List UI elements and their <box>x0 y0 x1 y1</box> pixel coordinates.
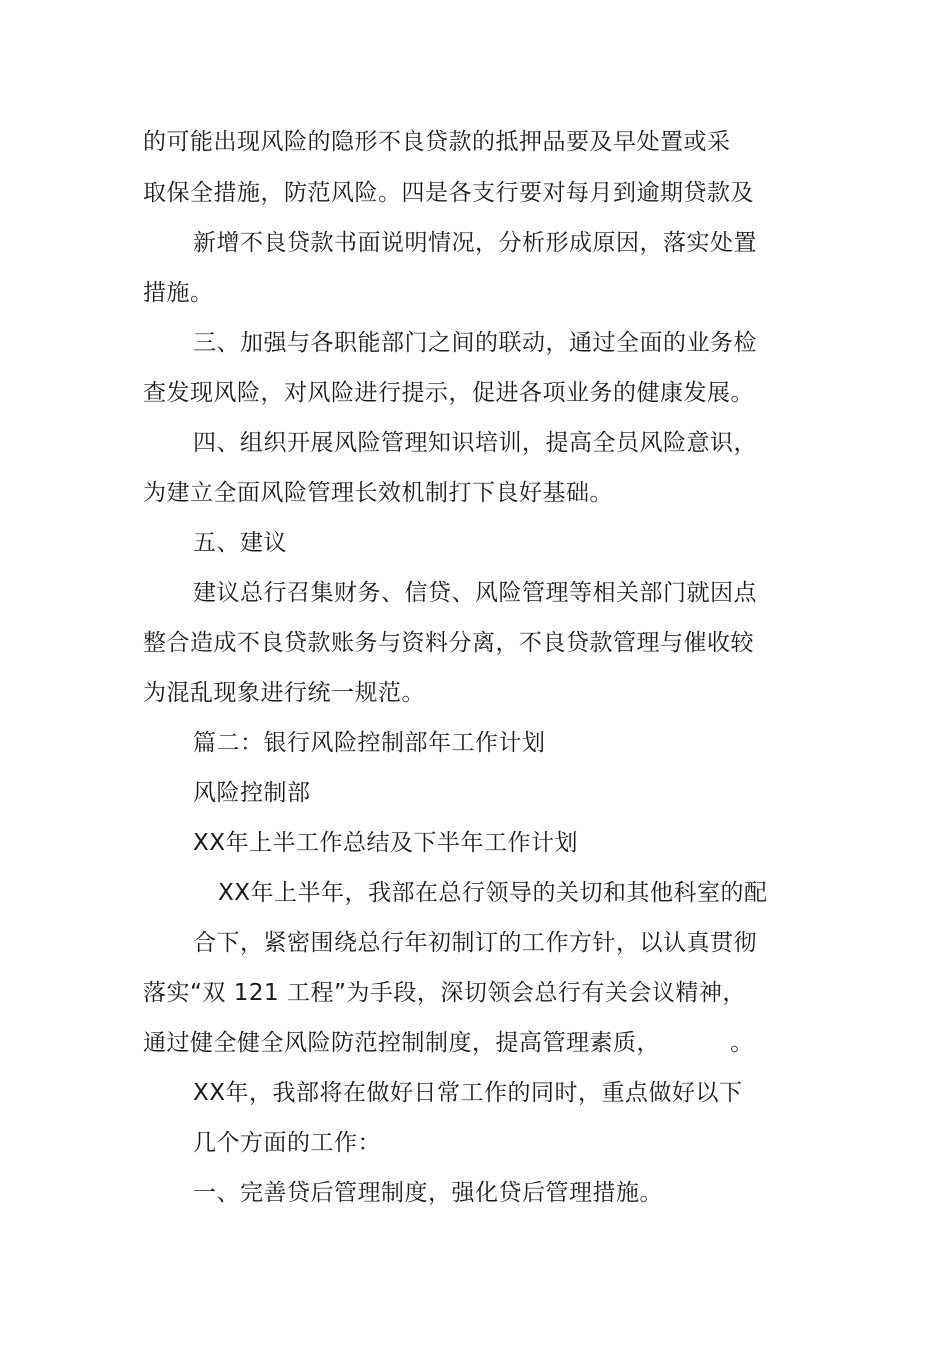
section-heading: 一、完善贷后管理制度，强化贷后管理措施。 <box>193 1180 663 1206</box>
text-line: 取保全措施，防范风险。四是各支行要对每月到逾期贷款及 <box>143 180 754 206</box>
text-line: 的可能出现风险的隐形不良贷款的抵押品要及早处置或采 <box>143 129 731 155</box>
text-line: 查发现风险，对风险进行提示，促进各项业务的健康发展。 <box>143 380 754 406</box>
text-line: 建议总行召集财务、信贷、风险管理等相关部门就因点 <box>193 580 757 606</box>
text-line: 新增不良贷款书面说明情况，分析形成原因，落实处置 <box>193 230 757 256</box>
text-line: 落实“双 121 工程”为手段，深切领会总行有关会议精神， <box>143 980 746 1006</box>
text-line: 为混乱现象进行统一规范。 <box>143 680 425 706</box>
text-line: XX年，我部将在做好日常工作的同时，重点做好以下 <box>193 1080 743 1106</box>
department-name: 风险控制部 <box>193 780 311 806</box>
text-line: 合下，紧密围绕总行年初制订的工作方针，以认真贯彻 <box>193 930 757 956</box>
report-title: XX年上半工作总结及下半年工作计划 <box>193 830 579 856</box>
text-line: 为建立全面风险管理长效机制打下良好基础。 <box>143 480 613 506</box>
text-line: 整合造成不良贷款账务与资料分离，不良贷款管理与催收较 <box>143 630 754 656</box>
text-line: 三、加强与各职能部门之间的联动，通过全面的业务检 <box>193 330 757 356</box>
text-line: 通过健全健全风险防范控制制度，提高管理素质， 。 <box>143 1030 754 1056</box>
section-heading: 五、建议 <box>193 530 287 556</box>
text-line: 四、组织开展风险管理知识培训，提高全员风险意识， <box>193 430 757 456</box>
text-line: 几个方面的工作： <box>193 1130 381 1156</box>
chapter-title: 篇二：银行风险控制部年工作计划 <box>193 730 546 756</box>
text-line: XX年上半年，我部在总行领导的关切和其他科室的配 <box>218 880 768 906</box>
text-line: 措施。 <box>143 280 214 306</box>
